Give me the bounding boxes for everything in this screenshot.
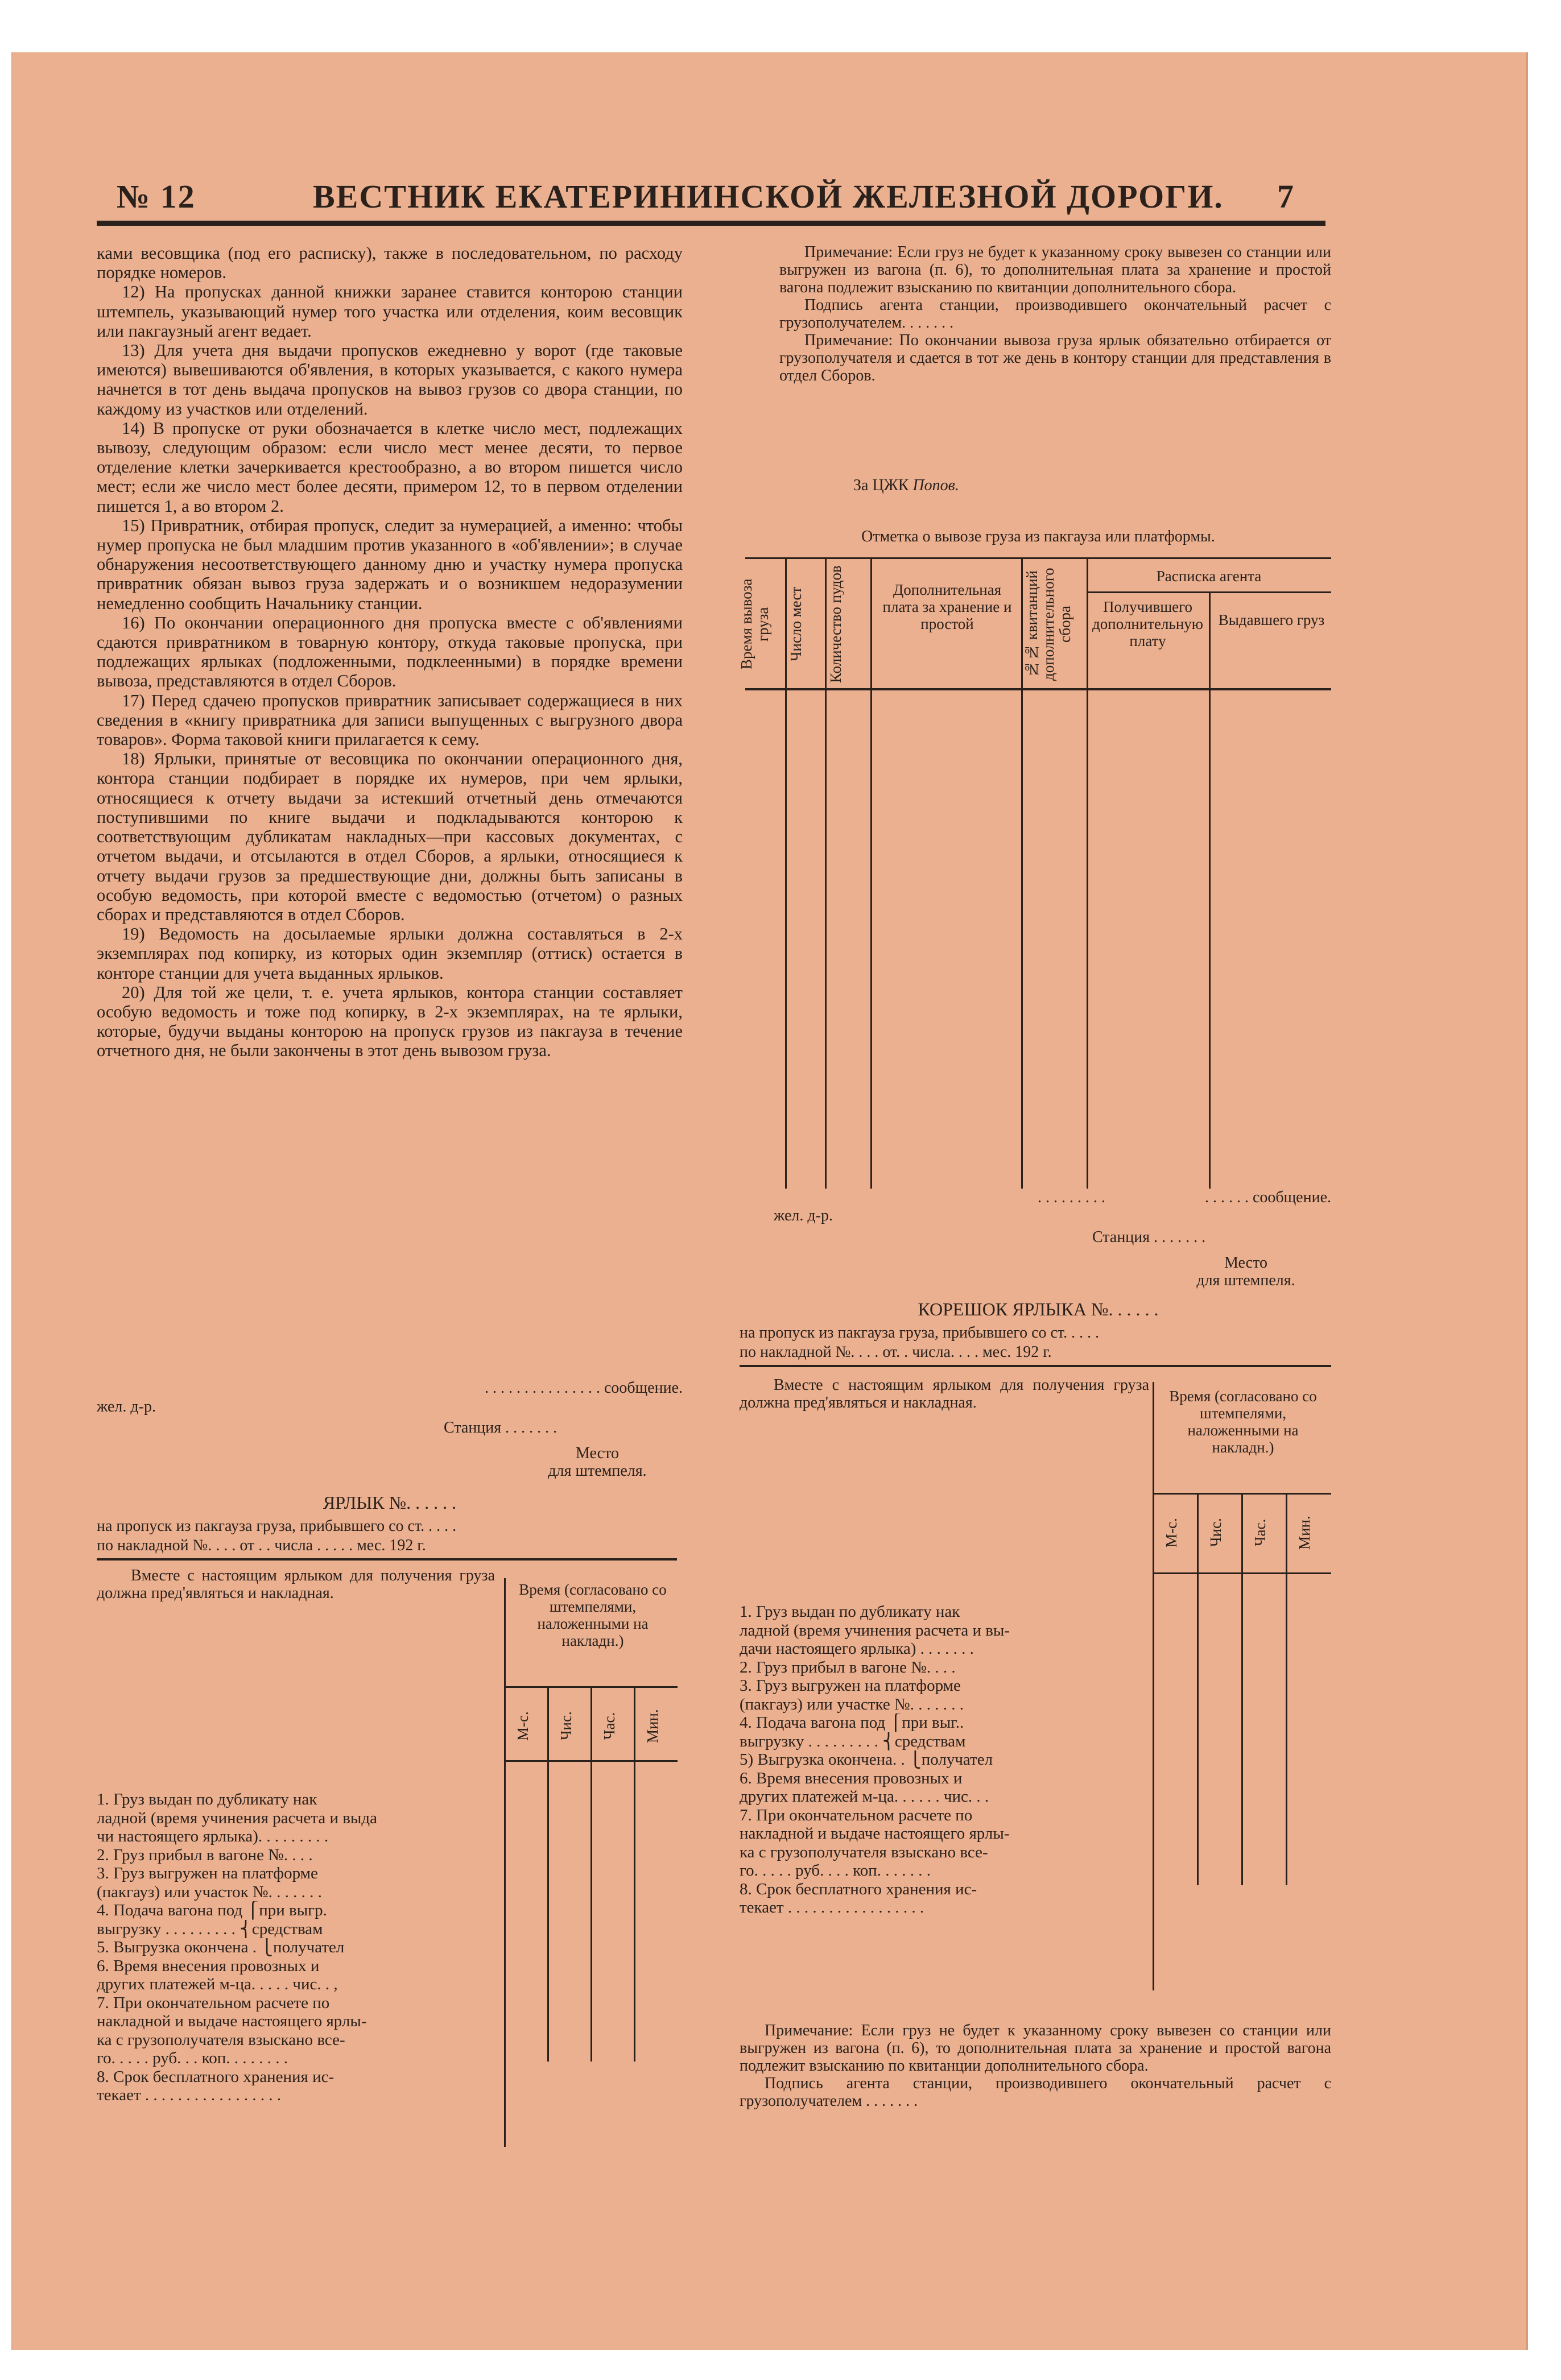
right-mesto: Место	[1224, 1254, 1267, 1272]
left-form-rule	[97, 1558, 677, 1561]
left-col-day: Чис.	[558, 1711, 575, 1741]
paragraph: 13) Для учета дня выдачи пропусков ежедневно у ворот (где таковые имеются) вывешиваются об'явления, в которых указывается, с какого нумера начнется в тот день выдача пропусков на вывоз грузов со двора станции, по каждому из участков или отделений.	[97, 341, 683, 419]
left-form-line1: на пропуск из пакгауза груза, прибывшего со ст. . . . .	[97, 1517, 457, 1535]
list-item: ка с грузополучателя взыскано все-	[740, 1843, 988, 1861]
list-item: других платежей м-ца. . . . . чис. . ,	[97, 1975, 338, 1993]
page-number: 7	[1277, 178, 1295, 215]
vyvoz-table-title: Отметка о вывозе груза из пакгауза или платформы.	[861, 528, 1215, 545]
sign-1: Подпись агента станции, производившего окончательный расчет с грузополучателем. . . . . . .	[779, 296, 1331, 332]
left-col-min: Мин.	[644, 1709, 661, 1743]
right-form-title: КОРЕШОК ЯРЛЫКА №. . . . . .	[918, 1299, 1159, 1319]
list-item: 4. Подача вагона под ⎧при выг..	[740, 1713, 964, 1732]
paragraph: 14) В пропуске от руки обозначается в клетке число мест, подлежащих вывозу, следующим образом: если число мест менее десяти, то первое отделение клетки зачеркивается крестообразно, а во втором пишется число мест; если же число мест более десяти, примером 12, то в первом отделении пишется 1, а во втором 2.	[97, 418, 683, 516]
paragraph: 19) Ведомость на досылаемые ярлыки должна составляться в 2-х экземплярах под копирку, из которых один экземпляр (оттиск) остается в конторе станции для учета выданных ярлыков.	[97, 924, 683, 983]
right-form-items	[740, 1603, 1149, 1917]
list-item: го. . . . . руб. . . коп. . . . . . . .	[97, 2049, 288, 2067]
list-item: выгрузку . . . . . . . . . ⎨средствам	[97, 1919, 323, 1938]
left-box-col-line	[547, 1686, 549, 2062]
left-station: Станция . . . . . . .	[444, 1419, 558, 1437]
list-item: накладной и выдаче настоящего ярлы-	[740, 1824, 1010, 1843]
vyvoz-col-line	[1209, 593, 1211, 1189]
list-item: 1. Груз выдан по дубликату нак	[740, 1603, 960, 1621]
right-box-border	[1153, 1382, 1154, 1990]
vyvoz-sub-received: Получившего дополнительную плату	[1092, 598, 1203, 649]
list-item: 3. Груз выгружен на платформе	[740, 1677, 961, 1695]
list-item: выгрузку . . . . . . . . . ⎨средствам	[740, 1732, 966, 1750]
left-col-month: М-с.	[514, 1711, 531, 1741]
vyvoz-col-line	[825, 557, 827, 1189]
left-box-col-line	[634, 1686, 635, 2062]
right-soobshchenie: . . . . . . . . . . . . . . . сообщение.	[1037, 1189, 1331, 1206]
list-item: 6. Время внесения провозных и	[97, 1956, 320, 1975]
list-item: ка с грузополучателя взыскано все-	[97, 2030, 345, 2049]
right-box-col-line	[1286, 1493, 1287, 1885]
vyvoz-col-line	[870, 557, 872, 1189]
right-shtempel: для штемпеля.	[1196, 1272, 1295, 1289]
right-form-note: Примечание: Если груз не будет к указанному сроку вывезен со станции или выгружен из вагона (п. 6), то дополнительная плата за хранение и простой вагона подлежит взысканию по квитанции дополнительного сбора.	[740, 2022, 1331, 2075]
left-form-title: ЯРЛЫК №. . . . . .	[323, 1492, 457, 1513]
list-item: 6. Время внесения провозных и	[740, 1769, 963, 1787]
vyvoz-sub-issued: Выдавшего груз	[1218, 611, 1325, 628]
header-rule	[97, 221, 1325, 226]
vyvoz-col-time: Время вывоза груза	[738, 578, 771, 670]
vyvoz-col-extra-fee: Дополнительная плата за хранение и простой	[882, 581, 1012, 632]
paragraph: 17) Перед сдачею пропусков привратник записывает содержащиеся в них сведения в «книгу привратника для записи выпущенных с выгрузного двора товаров». Форма таковой книги прилагается к сему.	[97, 690, 683, 750]
paragraph: 15) Привратник, отбирая пропуск, следит за нумерацией, а именно: чтобы нумер пропуска не был младшим против указанного в «об'явлении»; в случае обнаружения несоответствующего данному дню и участку нумера пропуска привратник обязан вывоз груза задержать и о возникшем недоразумении немедленно сообщить Начальнику станции.	[97, 515, 683, 613]
list-item: (пакгауз) или участок №. . . . . . .	[97, 1882, 322, 1901]
note-1: Примечание: Если груз не будет к указанному сроку вывезен со станции или выгружен из вагона (п. 6), то дополнительная плата за хранение и простой вагона подлежит взысканию по квитанции дополнительного сбора.	[779, 243, 1331, 296]
right-form-line2: по накладной №. . . . от. . числа. . . . мес. 192 г.	[740, 1343, 1052, 1361]
vyvoz-col-places: Число мест	[787, 586, 804, 662]
right-time-box-label: Время (согласовано со штемпелями, наложенными на накладн.)	[1169, 1388, 1317, 1456]
right-box-col-line	[1241, 1493, 1243, 1885]
vyvoz-table-top	[745, 557, 1331, 559]
right-form-rule	[740, 1365, 1331, 1367]
right-col-month: М-с.	[1163, 1518, 1180, 1547]
list-item: 3. Груз выгружен на платформе	[97, 1864, 318, 1882]
list-item: дачи настоящего ярлыка) . . . . . . .	[740, 1640, 974, 1658]
right-station: Станция . . . . . . .	[1092, 1228, 1206, 1246]
list-item: накладной и выдаче настоящего ярлы-	[97, 2012, 367, 2030]
list-item: текает . . . . . . . . . . . . . . . . .	[740, 1898, 924, 1917]
vyvoz-table-head-bottom	[745, 688, 1331, 690]
list-item: текает . . . . . . . . . . . . . . . . .	[97, 2086, 282, 2104]
paragraph: ками весовщика (под его расписку), также в последовательном, по расходу порядке номеров.	[97, 243, 683, 283]
page-header	[117, 177, 1328, 215]
left-zhel-dor: жел. д-р.	[97, 1398, 156, 1415]
list-item: 7. При окончательном расчете по	[740, 1806, 973, 1824]
right-box-col-line	[1197, 1493, 1199, 1885]
list-item: других платежей м-ца. . . . . . чис. . .	[740, 1787, 989, 1806]
list-item: 2. Груз прибыл в вагоне №. . . .	[740, 1658, 956, 1677]
signature-label: За ЦЖК	[853, 477, 909, 494]
issue-number: № 12	[117, 178, 196, 215]
note-2: Примечание: По окончании вывоза груза ярлык обязательно отбирается от грузополучателя и сдается в тот же день в контору станции для представления в отдел Сборов.	[779, 332, 1331, 384]
right-col-min: Мин.	[1296, 1516, 1313, 1550]
list-item: 4. Подача вагона под ⎧при выгр.	[97, 1901, 327, 1919]
left-form-line2: по накладной №. . . . от . . числа . . . . . мес. 192 г.	[97, 1537, 426, 1554]
list-item: 8. Срок бесплатного хранения ис-	[97, 2067, 334, 2086]
left-shtempel: для штемпеля.	[548, 1462, 647, 1480]
list-item: ладной (время учинения расчета и вы-	[740, 1621, 1010, 1640]
list-item: ладной (время учинения расчета и выда	[97, 1808, 378, 1827]
left-time-box-label: Время (согласовано со штемпелями, наложенными на накладн.)	[519, 1581, 667, 1649]
vyvoz-col-puds: Количество пудов	[827, 565, 844, 683]
left-mesto: Место	[576, 1444, 619, 1462]
vyvoz-col-receipts: №№ квитанций дополнительного сбора	[1023, 568, 1073, 681]
right-form-intro: Вместе с настоящим ярлыком для получения груза должна пред'являться и накладная.	[740, 1376, 1149, 1412]
vyvoz-col-line	[1021, 557, 1023, 1189]
list-item: (пакгауз) или участке №. . . . . . .	[740, 1695, 964, 1713]
right-form-line1: на пропуск из пакгауза груза, прибывшего со ст. . . . .	[740, 1324, 1100, 1342]
signature-line	[853, 477, 1195, 494]
left-soobshchenie: . . . . . . . . . . . . . . . сообщение.	[484, 1379, 683, 1397]
paragraph: 12) На пропусках данной книжки заранее ставится конторою станции штемпель, указывающий нумер того участка или отделения, коим весовщик или пакгаузный агент ведает.	[97, 282, 683, 341]
list-item: го. . . . . руб. . . . коп. . . . . . .	[740, 1861, 931, 1880]
vyvoz-col-line	[1087, 557, 1088, 1189]
left-box-col-line	[590, 1686, 592, 2062]
paragraph: 18) Ярлыки, принятые от весовщика по окончании операционного дня, контора станции подбирает в порядке их нумеров, при чем ярлыки, относящиеся к отчету выдачи за истекший отчетный день отмечаются поступившими по книге выдачи и подкладываются конторою к соответствующим дубликатам накладных—при кассовых документах, с отчетом выдачи, и отсылаются в отдел Сборов, а ярлыки, относящиеся к отчету выдачи грузов за предшествующие дни, должны быть записаны в особую ведомость, при которой вместе с ведомостью (отчетом) о разных сборах и представляются в отдел Сборов.	[97, 749, 683, 924]
right-notes	[779, 243, 1331, 384]
signature-name: Попов.	[912, 477, 959, 494]
left-column-text	[97, 243, 683, 1061]
paragraph: 20) Для той же цели, т. е. учета ярлыков, контора станции составляет особую ведомость и тоже под копирку, в 2-х экземплярах, на те ярлыки, которые, будучи выданы конторою на пропуск грузов из пакгауза в течение отчетного дня, не были закончены в этот день вывозом груза.	[97, 982, 683, 1061]
list-item: 5. Выгрузка окончена . ⎩получател	[97, 1938, 345, 1956]
newspaper-title: ВЕСТНИК ЕКАТЕРИНИНСКОЙ ЖЕЛЕЗНОЙ ДОРОГИ.	[313, 178, 1224, 215]
list-item: 1. Груз выдан по дубликату нак	[97, 1790, 317, 1808]
left-col-hour: Час.	[601, 1712, 618, 1740]
left-box-border	[504, 1578, 506, 2147]
list-item: 2. Груз прибыл в вагоне №. . . .	[97, 1845, 313, 1864]
vyvoz-col-line	[785, 557, 787, 1189]
paragraph: 16) По окончании операционного дня пропуска вместе с об'явлениями сдаются привратником в товарную контору, откуда таковые пропуска, при подлежащих ярлыках (подложенными, подклеенными) в порядке времени вывоза, представляются в отдел Сборов.	[97, 612, 683, 691]
left-form-items	[97, 1790, 501, 2105]
list-item: 8. Срок бесплатного хранения ис-	[740, 1880, 977, 1898]
right-form-sign: Подпись агента станции, производившего окончательный расчет с грузополучателем . . . . . . .	[740, 2075, 1331, 2110]
left-form-intro: Вместе с настоящим ярлыком для получения груза должна пред'являться и накладная.	[97, 1567, 495, 1602]
list-item: 5) Выгрузка окончена. . ⎩получател	[740, 1750, 993, 1769]
right-col-hour: Час.	[1252, 1518, 1269, 1547]
right-form-notes	[740, 2022, 1331, 2110]
vyvoz-receipt-rule	[1087, 591, 1331, 593]
vyvoz-receipt-header: Расписка агента	[1156, 568, 1262, 585]
right-col-day: Чис.	[1207, 1518, 1224, 1547]
list-item: 7. При окончательном расчете по	[97, 1993, 330, 2012]
right-zhel-dor: жел. д-р.	[774, 1207, 833, 1224]
list-item: чи настоящего ярлыка). . . . . . . . .	[97, 1827, 329, 1845]
